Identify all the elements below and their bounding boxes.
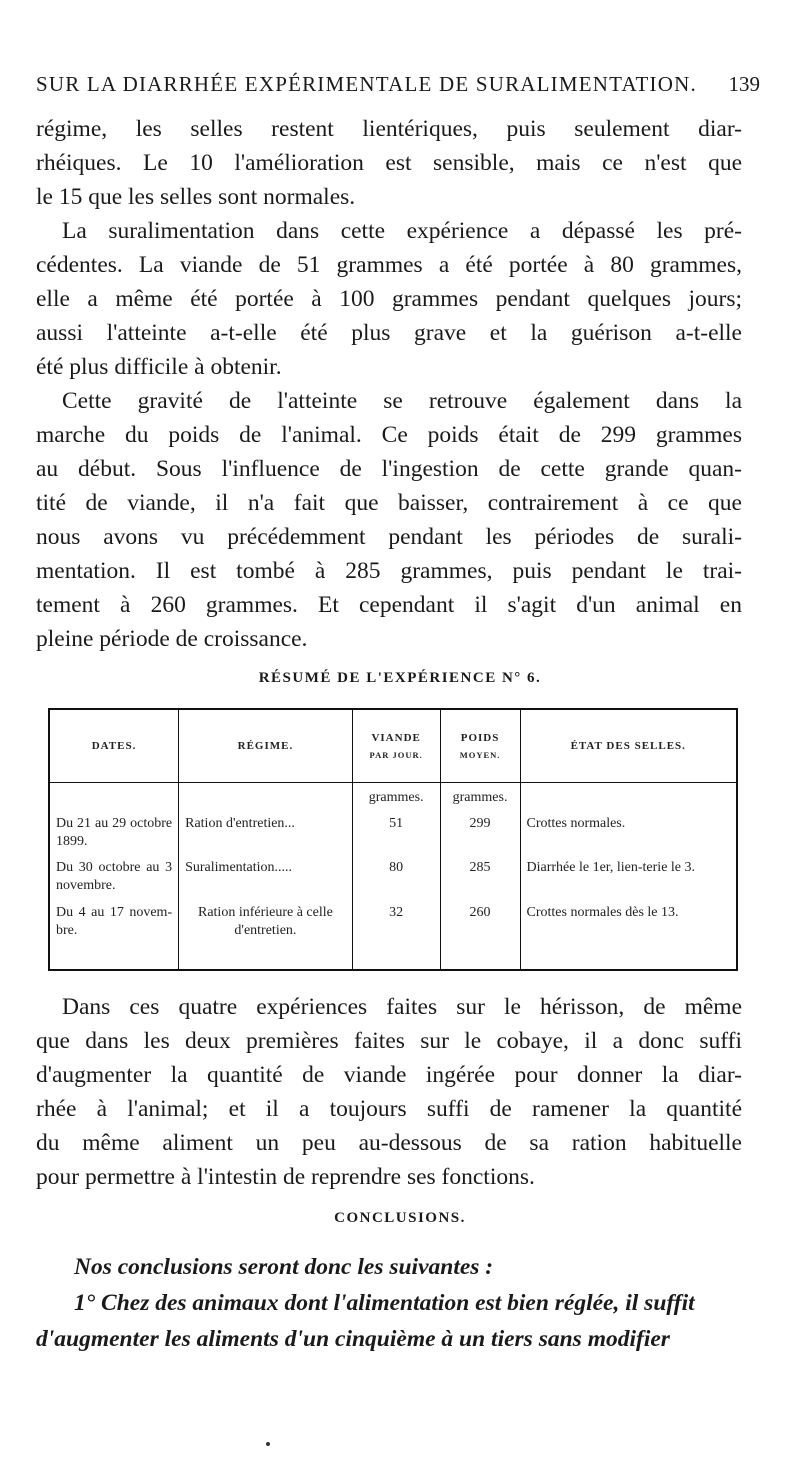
cell-dates: Du 4 au 17 novem-bre. <box>49 902 179 946</box>
text-line: d'augmenter la quantité de viande ingérée pour donner la diar- <box>36 1062 742 1088</box>
cell-etat: Crottes normales dès le 13. <box>520 902 737 946</box>
text-line: pleine période de croissance. <box>36 626 308 652</box>
cell-regime: Ration d'entretien... <box>179 813 353 857</box>
header-viande <box>352 709 440 783</box>
text-line: tité de viande, il n'a fait que baisser, contrairement à ce que <box>36 490 742 516</box>
cell-etat: Diarrhée le 1er, lien-terie le 3. <box>520 857 737 901</box>
header-regime: RÉGIME. <box>179 709 353 783</box>
text-line: pour permettre à l'intestin de reprendre ses fonctions. <box>36 1164 535 1190</box>
text-line: cédentes. La viande de 51 grammes a été portée à 80 grammes, <box>36 252 742 278</box>
text-line: au début. Sous l'influence de l'ingestion de cette grande quan- <box>36 456 742 482</box>
text-line: du même aliment un peu au-dessous de sa ration habituelle <box>36 1130 742 1156</box>
text-line: Dans ces quatre expériences faites sur le hérisson, de même <box>62 994 742 1020</box>
header-poids <box>440 709 520 783</box>
text-line: La suralimentation dans cette expérience a dépassé les pré- <box>62 218 742 244</box>
text-line: elle a même été portée à 100 grammes pendant quelques jours; <box>36 286 742 312</box>
text-line: Cette gravité de l'atteinte se retrouve également dans la <box>62 388 742 414</box>
text-line: tement à 260 grammes. Et cependant il s'agit d'un animal en <box>36 592 742 618</box>
text-line: que dans les deux premières faites sur le cobaye, il a donc suffi <box>36 1028 742 1054</box>
page-number: 139 <box>728 72 760 96</box>
cell-poids: 260 <box>440 902 520 946</box>
conclusions-title: CONCLUSIONS. <box>334 1210 466 1226</box>
conclusions-intro: Nos conclusions seront donc les suivantes : <box>74 1254 494 1280</box>
cell-regime: Suralimentation..... <box>179 857 353 901</box>
table-filler-row <box>49 946 737 970</box>
paragraph-2 <box>36 214 742 384</box>
table-row <box>49 857 737 901</box>
text-line: rhéiques. Le 10 l'amélioration est sensible, mais ce n'est que <box>36 150 742 176</box>
header-dates: DATES. <box>49 709 179 783</box>
cell-etat: Crottes normales. <box>520 813 737 857</box>
header-poids-label: POIDS <box>460 732 500 744</box>
cell-poids: 285 <box>440 857 520 901</box>
units-row <box>49 783 737 814</box>
text-line: régime, les selles restent lientériques, puis seulement diar- <box>36 116 742 142</box>
header-poids-sub: MOYEN. <box>459 750 501 760</box>
paragraph-4 <box>36 990 742 1194</box>
conclusions-line: 1° Chez des animaux dont l'alimentation est bien réglée, il suffit <box>74 1290 695 1316</box>
cell-regime: Ration inférieure à celle d'entretien. <box>179 902 353 946</box>
cell-poids: 299 <box>440 813 520 857</box>
header-viande-sub: PAR JOUR. <box>369 750 423 760</box>
unit-poids: grammes. <box>440 783 520 814</box>
header-etat: ÉTAT DES SELLES. <box>520 709 737 783</box>
text-line: mentation. Il est tombé à 285 grammes, puis pendant le trai- <box>36 558 742 584</box>
summary-table <box>48 708 738 971</box>
conclusions-line: d'augmenter les aliments d'un cinquième à un tiers sans modifier <box>36 1326 670 1352</box>
cell-dates: Du 21 au 29 octobre 1899. <box>49 813 179 857</box>
table-row <box>49 813 737 857</box>
text-line: rhée à l'animal; et il a toujours suffi de ramener la quantité <box>36 1096 742 1122</box>
running-header <box>36 72 760 97</box>
text-line: aussi l'atteinte a-t-elle été plus grave et la guérison a-t-elle <box>36 320 742 346</box>
text-line: marche du poids de l'animal. Ce poids était de 299 grammes <box>36 422 742 448</box>
print-speck <box>266 1442 270 1446</box>
table-row <box>49 902 737 946</box>
text-line: le 15 que les selles sont normales. <box>36 184 356 210</box>
cell-dates: Du 30 octobre au 3 novembre. <box>49 857 179 901</box>
cell-viande: 32 <box>352 902 440 946</box>
paragraph-1 <box>36 112 742 214</box>
cell-viande: 51 <box>352 813 440 857</box>
text-line: été plus difficile à obtenir. <box>36 354 282 380</box>
table-header-row <box>49 709 737 783</box>
header-viande-label: VIANDE <box>371 732 421 744</box>
cell-viande: 80 <box>352 857 440 901</box>
unit-viande: grammes. <box>352 783 440 814</box>
table-title: RÉSUMÉ DE L'EXPÉRIENCE N° 6. <box>258 670 542 686</box>
running-title: SUR LA DIARRHÉE EXPÉRIMENTALE DE SURALIMENTATION. <box>36 72 697 96</box>
paragraph-3 <box>36 384 742 656</box>
text-line: nous avons vu précédemment pendant les périodes de surali- <box>36 524 742 550</box>
